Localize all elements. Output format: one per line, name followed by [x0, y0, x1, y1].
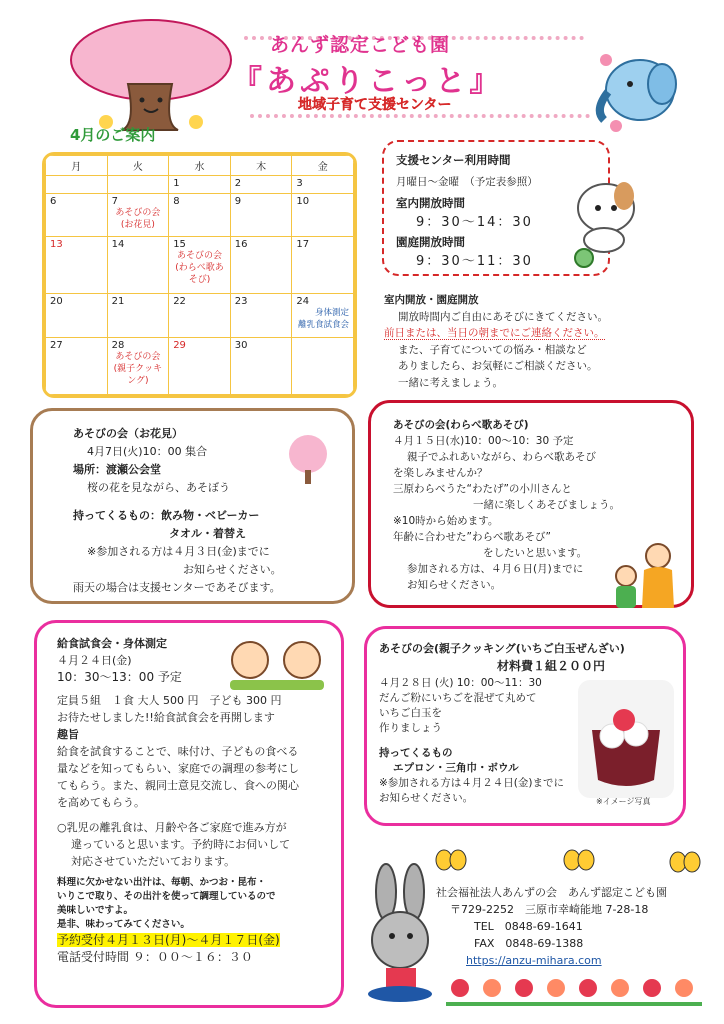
cooking-date: ４月２８日 (火) 10：00～11：30 [379, 677, 542, 689]
meal-fee: 定員５組 １食 大人 500 円 子ども 300 円 [57, 694, 282, 707]
calendar-event-label: あそびの会 [115, 352, 161, 363]
meal-aim: 量などを知ってもらい、家庭での調理の参考にし [57, 762, 299, 775]
meal-aim-label: 趣旨 [57, 728, 79, 741]
cooking-line: 作りましょう [379, 722, 442, 734]
calendar-day-number: 17 [296, 239, 310, 251]
meal-aim: 給食を試食することで、味付け、子どもの食べる [57, 745, 299, 758]
calendar-day-cell [46, 237, 108, 294]
warabe-line: を楽しみませんか？ [393, 467, 488, 479]
calendar-day-cell [107, 237, 169, 294]
warabe-date: ４月１５日(水)10：00～10：30 予定 [393, 435, 574, 447]
garden-label: 園庭開放時間 [396, 235, 465, 249]
warabe-line: ※10時から始めます。 [393, 515, 499, 527]
warabe-line: 年齢に合わせた”わらべ歌あそび” [393, 531, 551, 543]
calendar-day-number: 23 [234, 296, 248, 308]
calendar-day-number: 13 [50, 239, 63, 251]
hanami-bring: 持ってくるもの：飲み物・ベビーカー [73, 509, 260, 522]
strawberry-dessert-photo [578, 680, 674, 798]
calendar-day-number: 14 [111, 239, 125, 251]
calendar-day-cell [107, 193, 169, 237]
cooking-fee: 材料費１組２００円 [497, 659, 606, 673]
meal-dashi: 美味しいですよ。 [57, 905, 134, 916]
month-guide-heading: 4月のご案内 [70, 126, 156, 144]
org-tel: TEL 0848-69-1641 [474, 920, 583, 933]
meal-note: 違っていると思います。予約時にお伺いして [71, 838, 291, 851]
meal-dashi: 是非、味わってみてください。 [57, 919, 190, 930]
meal-phone-time: 電話受付時間 ９：００～１６：３０ [57, 950, 253, 964]
support-title: 支援センター利用時間 [396, 153, 511, 167]
calendar-day-cell [230, 294, 292, 338]
open-contact-note: 前日または、当日の朝までにご連絡ください。 [384, 327, 605, 339]
calendar-day-cell [292, 294, 354, 338]
calendar-day-cell [292, 237, 354, 294]
calendar-day-cell [292, 338, 354, 395]
calendar-event-label: (親子クッキング) [113, 364, 163, 387]
cooking-title: あそびの会(親子クッキング(いちご白玉ぜんざい) [379, 642, 625, 655]
meal-aim: てもらう。また、親同士意見交流し、食への関心 [57, 779, 299, 792]
calendar-day-number: 30 [234, 340, 248, 352]
weekday-fri: 金 [292, 156, 354, 176]
meal-note: ○乳児の離乳食は、月齢や各ご家庭で進み方が [57, 821, 287, 834]
calendar-day-cell [230, 176, 292, 194]
calendar-day-cell [169, 193, 231, 237]
calendar-week-row [46, 176, 354, 194]
organization-info [436, 884, 698, 969]
warabe-line: お知らせください。 [407, 579, 502, 591]
calendar-week-row [46, 338, 354, 395]
flower-row-decoration [446, 974, 702, 1008]
calendar-week-row [46, 237, 354, 294]
open-line: 開放時間内ご自由にあそびにきてください。 [398, 310, 608, 323]
open-line: また、子育てについての悩み・相談など [398, 343, 587, 356]
calendar-day-number: 20 [50, 296, 63, 308]
calendar-day-cell [230, 338, 292, 395]
org-name: 社会福祉法人あんずの会 あんず認定こども園 [436, 886, 667, 899]
support-days: 月曜日～金曜 （予定表参照） [396, 176, 538, 188]
cherry-tree-illustration [66, 14, 236, 132]
photo-caption: ※イメージ写真 [596, 797, 651, 806]
mother-child-illustration [604, 538, 682, 618]
meal-dashi: 料理に欠かせない出汁は、毎朝、かつお・昆布・ [57, 877, 267, 888]
meal-aim: を高めてもらう。 [57, 796, 145, 809]
calendar-day-cell [169, 338, 231, 395]
kindergarten-name: あんず認定こども園 [270, 34, 451, 56]
calendar-day-cell [169, 176, 231, 194]
hanami-date: 4月7日(火)10：00 集合 [87, 445, 208, 458]
calendar-day-number: 27 [50, 340, 63, 352]
calendar-day-cell [107, 176, 169, 194]
calendar-day-number: 6 [50, 195, 57, 207]
calendar-week-row [46, 294, 354, 338]
calendar-event-label: 離乳食試食会 [297, 320, 349, 331]
children-eating-illustration [222, 636, 332, 694]
calendar-event-label: あそびの会 [115, 207, 161, 218]
sakura-tree-icon [286, 434, 330, 486]
calendar-day-number: 28 [111, 340, 125, 352]
calendar-day-cell [46, 338, 108, 395]
calendar-day-number: 1 [173, 178, 180, 189]
cooking-bring-label: 持ってくるもの [379, 747, 453, 759]
calendar-day-number: 3 [296, 178, 303, 189]
rabbit-illustration [352, 862, 448, 1002]
indoor-time: 9：30～14：30 [416, 215, 533, 230]
hanami-title: あそびの会（お花見） [73, 427, 183, 440]
newsletter-title: 『あぷりこっと』 [232, 64, 504, 99]
warabe-line: 参加される方は、４月６日(月)までに [407, 563, 584, 575]
calendar-day-number: 8 [173, 195, 180, 207]
org-address: 〒729-2252 三原市幸崎能地 7-28-18 [450, 903, 649, 916]
butterfly-icons [432, 848, 702, 878]
weekday-wed: 水 [169, 156, 231, 176]
cooking-note: ※参加される方は４月２４日(金)までに [379, 777, 564, 789]
calendar-day-cell [46, 193, 108, 237]
calendar-event-label: (お花見) [120, 219, 155, 230]
weekday-mon: 月 [46, 156, 108, 176]
calendar-day-cell [46, 294, 108, 338]
calendar-day-number: 21 [111, 296, 125, 308]
meal-title: 給食試食会・身体測定 [57, 637, 167, 650]
warabe-line: をしたいと思います。 [483, 547, 588, 559]
meal-note: 対応させていただいております。 [71, 855, 236, 868]
meal-time: 10：30～13：00 予定 [57, 670, 182, 684]
calendar-day-cell [169, 294, 231, 338]
open-line: ありましたら、お気軽にご相談ください。 [398, 360, 598, 372]
garden-time: 9：30～11：30 [416, 254, 533, 269]
weekday-thu: 木 [230, 156, 292, 176]
hanami-note: ※参加される方は４月３日(金)までに [87, 545, 270, 558]
calendar-day-number: 2 [234, 178, 242, 189]
calendar-day-number: 10 [296, 195, 310, 207]
cooking-line: いちご白玉を [379, 707, 442, 719]
hanami-bring-2: タオル・着替え [169, 527, 246, 540]
warabe-line: 三原わらべうた“わたげ”の小川さんと [393, 483, 572, 495]
warabe-line: 一緒に楽しくあそびましょう。 [473, 499, 620, 511]
calendar-day-number: 22 [173, 296, 186, 308]
center-name: 地域子育て支援センター [298, 97, 452, 113]
weekday-tue: 火 [107, 156, 169, 176]
calendar-day-cell [107, 338, 169, 395]
cooking-line: だんご粉にいちごを混ぜて丸めて [379, 692, 537, 704]
warabe-line: 親子でふれあいながら、わらべ歌あそび [407, 451, 596, 463]
meal-date: ４月２４日(金) [57, 654, 132, 667]
calendar-day-cell [292, 193, 354, 237]
hanami-desc: 桜の花を見ながら、あそぼう [87, 481, 230, 494]
april-calendar [42, 152, 357, 398]
calendar-day-number: 29 [173, 340, 186, 352]
calendar-event-label: あそびの会 [176, 251, 222, 262]
meal-dashi: いりこで取り、その出汁を使って調理しているので [57, 891, 276, 902]
calendar-event-label: 身体測定 [314, 308, 349, 319]
warabe-title: あそびの会(わらべ歌あそび) [393, 419, 529, 431]
calendar-day-cell [107, 294, 169, 338]
puppy-illustration [568, 178, 640, 270]
calendar-day-cell [169, 237, 231, 294]
calendar-day-cell [230, 193, 292, 237]
calendar-day-cell [230, 237, 292, 294]
hanami-note-2: お知らせください。 [183, 563, 282, 576]
open-info [384, 292, 694, 391]
calendar-body [46, 176, 354, 395]
elephant-illustration [590, 40, 680, 132]
org-website-link[interactable]: https://anzu-mihara.com [466, 954, 602, 967]
calendar-day-number: 24 [296, 296, 310, 308]
calendar-day-number: 16 [234, 239, 248, 251]
open-line: 一緒に考えましょう。 [398, 376, 503, 389]
calendar-day-number: 7 [111, 195, 118, 207]
calendar-day-number: 9 [234, 195, 242, 207]
hanami-rain: 雨天の場合は支援センターであそびます。 [73, 581, 281, 594]
hanami-place: 場所：渡瀬公会堂 [73, 463, 161, 476]
header-dotted-line-bottom [250, 114, 590, 118]
meal-resume: お待たせしました!!給食試食会を再開します [57, 711, 275, 724]
calendar-day-cell [46, 176, 108, 194]
meal-reservation: 予約受付４月１３日(月)～４月１７日(金) [57, 933, 280, 947]
cooking-bring: エプロン・三角巾・ボウル [393, 762, 519, 774]
calendar-day-number: 15 [173, 239, 186, 251]
org-fax: FAX 0848-69-1388 [474, 937, 584, 950]
calendar-day-cell [292, 176, 354, 194]
open-title: 室内開放・園庭開放 [384, 294, 479, 306]
cooking-note: お知らせください。 [379, 792, 474, 804]
indoor-label: 室内開放時間 [396, 196, 465, 210]
calendar-week-row [46, 193, 354, 237]
calendar-event-label: (わらべ歌あそび) [175, 263, 224, 286]
